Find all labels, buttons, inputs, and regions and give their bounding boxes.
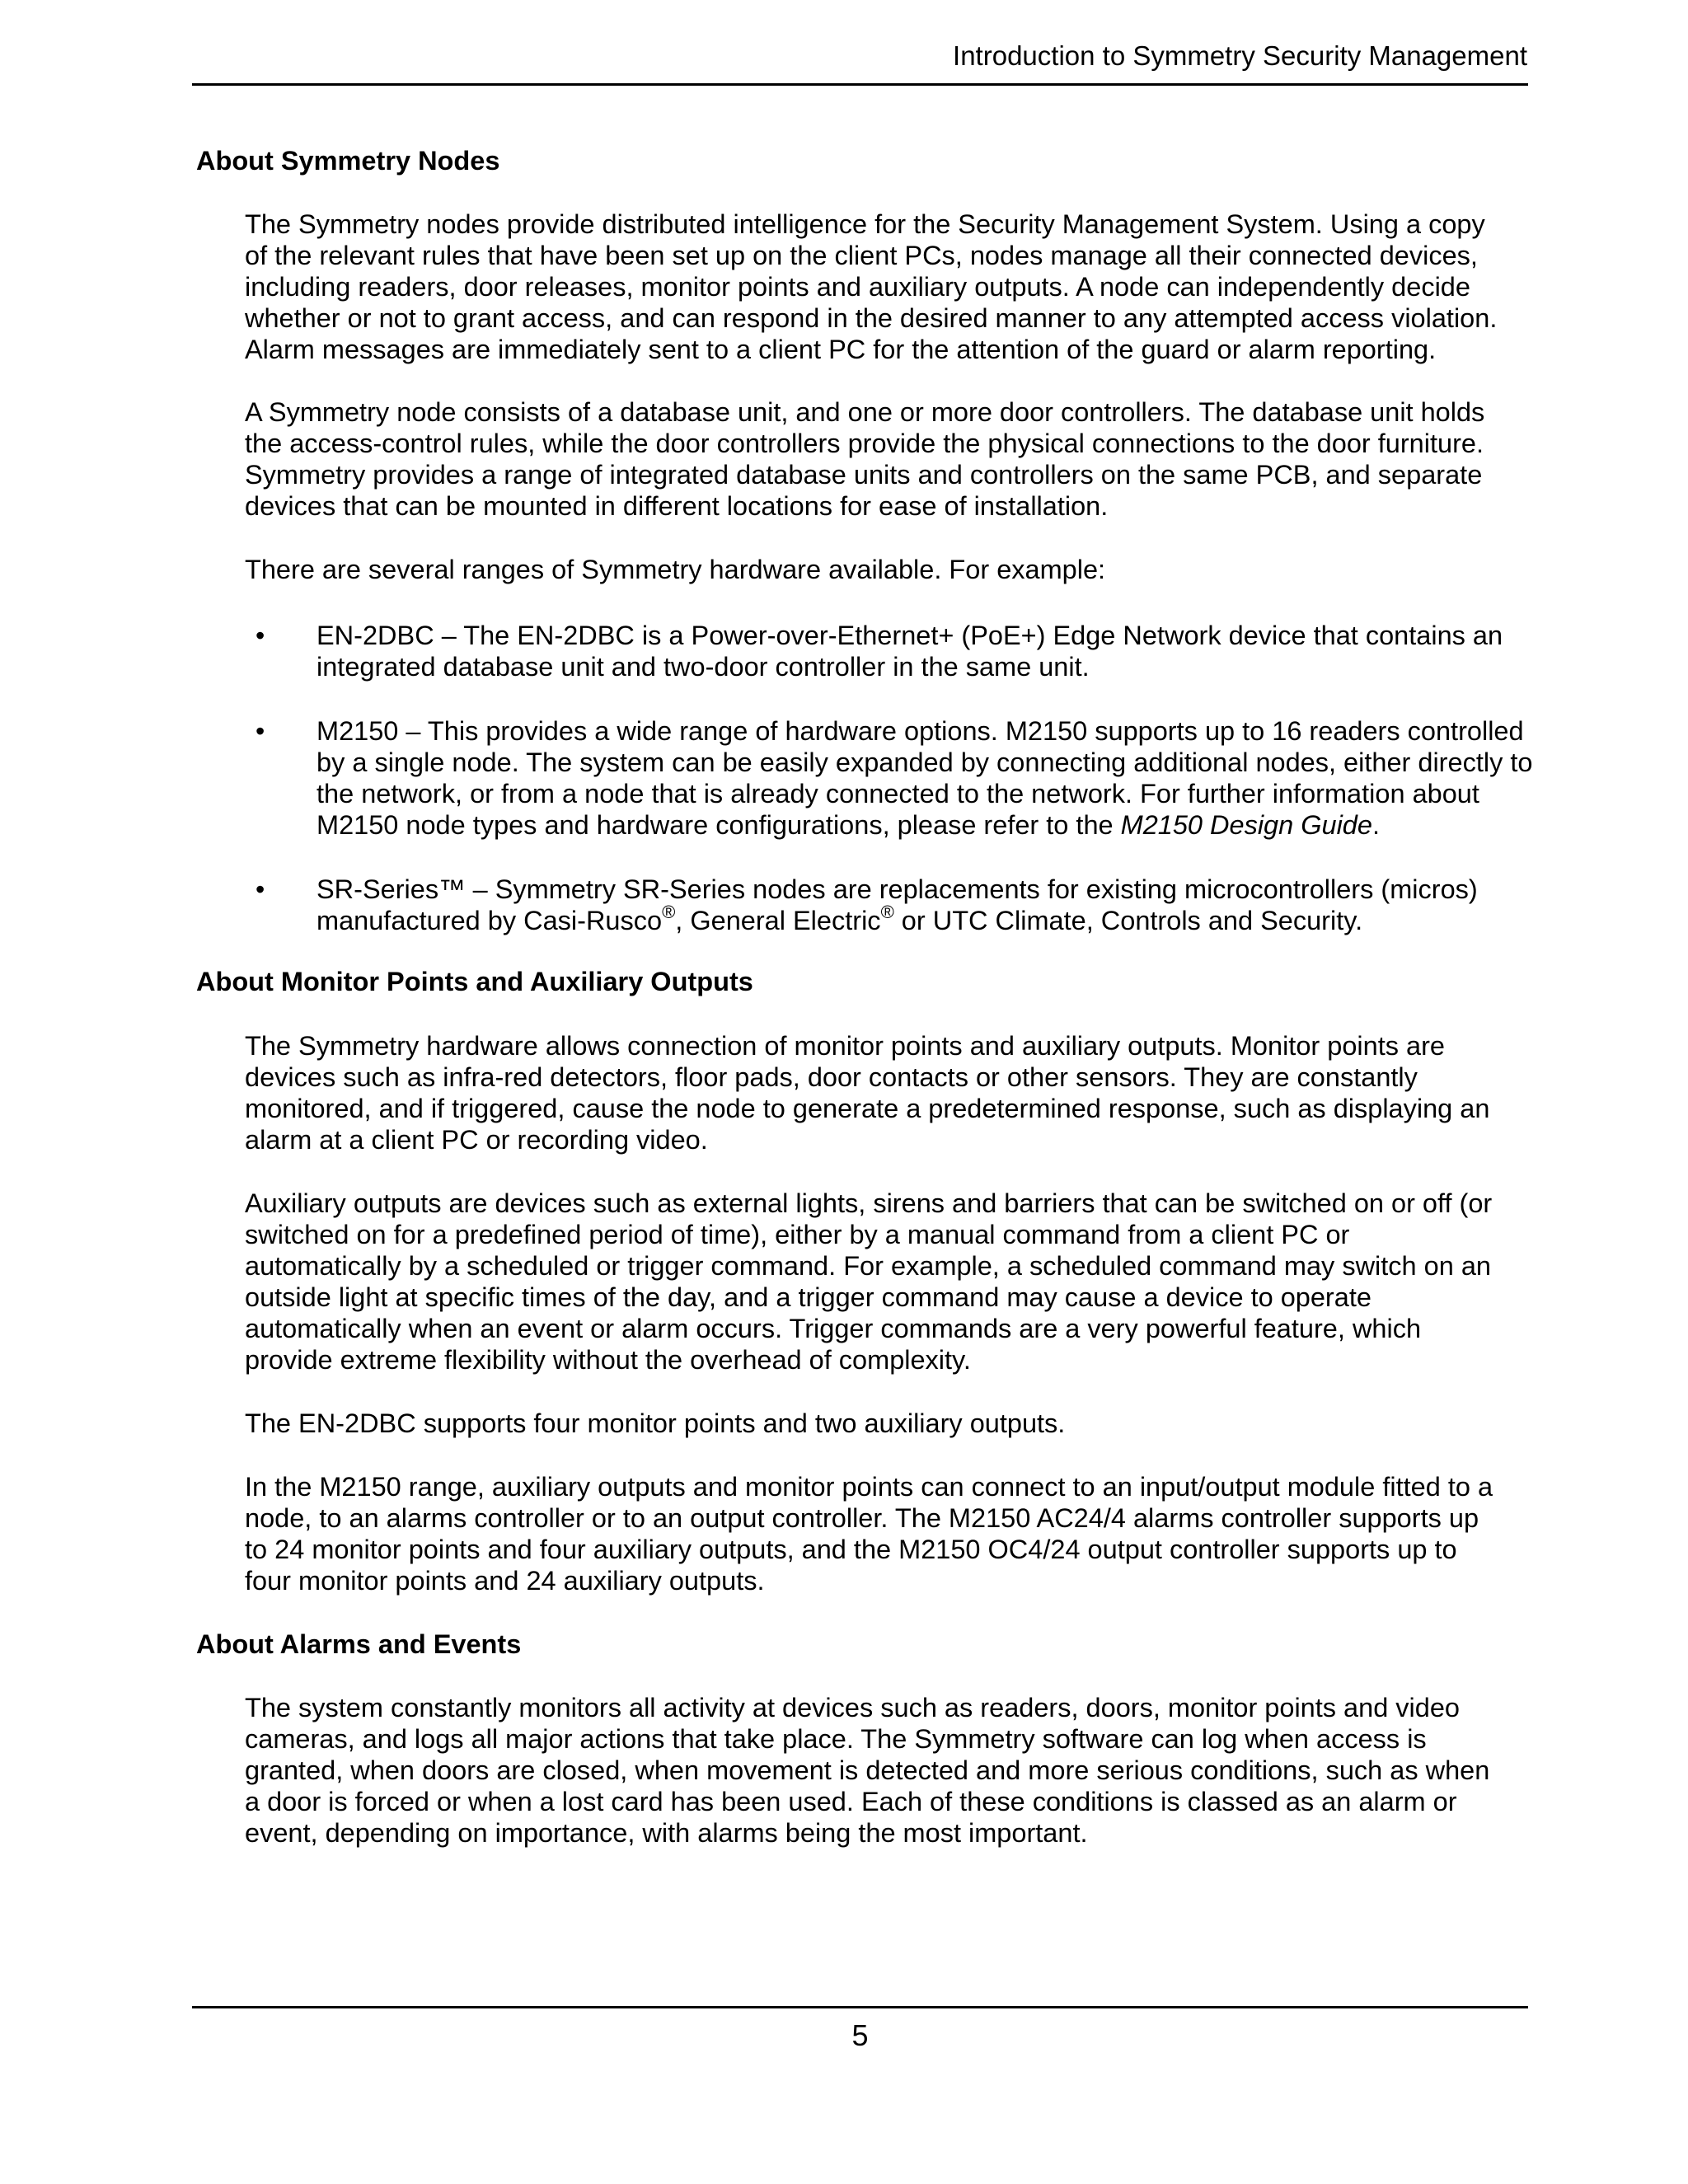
paragraph: Auxiliary outputs are devices such as external lights, sirens and barriers that can be switched on or off (or switched on for a predefined period of time), either by a manual command from a client PC or automatically by a scheduled or trigger command. For example, a scheduled command may switch on an outside light at specific times of the day, and a trigger command may cause a device to operate automatically when an event or alarm occurs. Trigger commands are a very powerful feature, which provide extreme flexibility without the overhead of complexity. <box>245 1188 1493 1375</box>
hardware-range-list <box>196 620 1531 936</box>
bullet-icon: • <box>256 621 265 650</box>
bullet-icon: • <box>256 874 265 904</box>
paragraph: The EN-2DBC supports four monitor points and two auxiliary outputs. <box>245 1408 1066 1438</box>
list-item-text: EN-2DBC – The EN-2DBC is a Power-over-Ethernet+ (PoE+) Edge Network device that contains an integrated database unit and two-door controller in the same unit. <box>316 621 1503 682</box>
list-item-text: , General Electric <box>675 906 881 935</box>
list-item <box>196 620 1536 682</box>
section-heading: About Monitor Points and Auxiliary Outputs <box>196 967 753 996</box>
list-item <box>196 715 1536 841</box>
paragraph: The Symmetry nodes provide distributed intelligence for the Security Management System. Using a copy of the relevant rules that have been set up on the client PCs, nodes manage all their connected devices, including readers, door releases, monitor points and auxiliary outputs. A node can independently decide whether or not to grant access, and can respond in the desired manner to any attempted access violation. Alarm messages are immediately sent to a client PC for the attention of the guard or alarm reporting. <box>245 209 1498 364</box>
paragraph: The system constantly monitors all activity at devices such as readers, doors, monitor points and video cameras, and logs all major actions that take place. The Symmetry software can log when access is granted, when doors are closed, when movement is detected and more serious conditions, such as when a door is forced or when a lost card has been used. Each of these conditions is classed as an alarm or event, depending on importance, with alarms being the most important. <box>245 1693 1490 1848</box>
section-heading: About Alarms and Events <box>196 1629 522 1659</box>
paragraph: There are several ranges of Symmetry hardware available. For example: <box>245 555 1106 584</box>
paragraph: A Symmetry node consists of a database unit, and one or more door controllers. The database unit holds the access-control rules, while the door controllers provide the physical connections to the door furniture. Symmetry provides a range of integrated database units and controllers on the same PCB, and separate devices that can be mounted in different locations for ease of installation. <box>245 397 1485 521</box>
running-header: Introduction to Symmetry Security Management <box>953 40 1527 71</box>
page-number: 5 <box>851 2018 869 2052</box>
list-item-text: M2150 – This provides a wide range of hardware options. M2150 supports up to 16 readers controlled by a single node. The system can be easily expanded by connecting additional nodes, either directly to the network, or from a node that is already connected to the network. For further information about M2150 node types and hardware configurations, please refer to the <box>316 716 1533 840</box>
registered-mark: ® <box>662 902 676 922</box>
list-item <box>196 874 1536 936</box>
section-heading: About Symmetry Nodes <box>196 146 500 176</box>
list-item-text: or UTC Climate, Controls and Security. <box>893 906 1363 935</box>
footer-rule <box>192 2006 1528 2008</box>
bullet-icon: • <box>256 716 265 746</box>
paragraph: The Symmetry hardware allows connection of monitor points and auxiliary outputs. Monitor points are devices such as infra-red detectors, floor pads, door contacts or other sensors. They are constantly monitored, and if triggered, cause the node to generate a predetermined response, such as displaying an alarm at a client PC or recording video. <box>245 1031 1490 1155</box>
paragraph: In the M2150 range, auxiliary outputs and monitor points can connect to an input/output module fitted to a node, to an alarms controller or to an output controller. The M2150 AC24/4 alarms controller supports up to 24 monitor points and four auxiliary outputs, and the M2150 OC4/24 output controller supports up to four monitor points and 24 auxiliary outputs. <box>245 1472 1493 1596</box>
document-reference: M2150 Design Guide <box>1120 810 1372 840</box>
header-rule <box>192 83 1528 86</box>
list-item-text-end: . <box>1372 810 1380 840</box>
page-body <box>196 145 1531 1849</box>
registered-mark: ® <box>880 902 894 922</box>
list-item-text: SR-Series™ – Symmetry SR-Series nodes are replacements for existing microcontrollers (micros) manufactured by Casi-Rusco <box>316 874 1478 935</box>
